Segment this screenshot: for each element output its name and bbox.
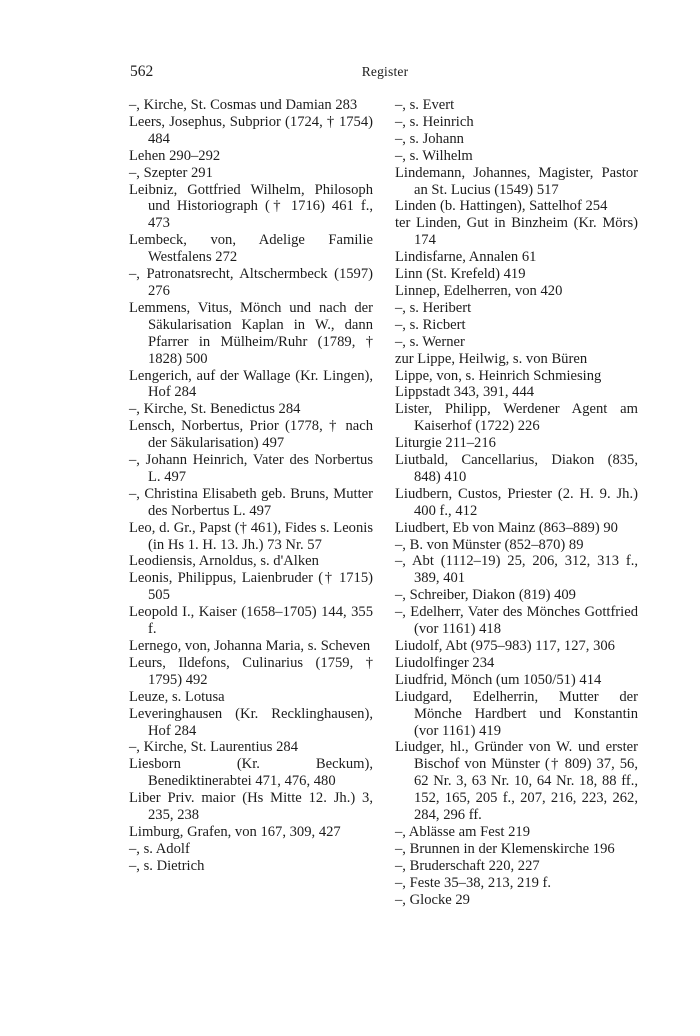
index-entry: Lehen 290–292 (129, 147, 221, 164)
index-entry: Lemmens, Vitus, Mönch und nach der Säkularisation Kaplan in W., dann Pfarrer in Mülheim/Ruhr (1789, † 1828) 500 (129, 299, 373, 367)
index-entry: Leurs, Ildefons, Culinarius (1759, † 1795) 492 (129, 654, 373, 688)
index-entry: Lindisfarne, Annalen 61 (395, 249, 537, 266)
index-entry: Leo, d. Gr., Papst († 461), Fides s. Leonis (in Hs 1. H. 13. Jh.) 73 Nr. 57 (129, 519, 373, 553)
index-entry: –, s. Werner (395, 333, 465, 350)
index-entry: –, Kirche, St. Laurentius 284 (129, 739, 299, 756)
index-entry: Leuze, s. Lotusa (129, 688, 225, 705)
index-entry: –, Johann Heinrich, Vater des Norbertus L. 497 (129, 452, 373, 485)
index-entry: –, Szepter 291 (129, 164, 213, 181)
index-entry: –, s. Ricbert (395, 316, 466, 333)
index-entry: Liber Priv. maior (Hs Mitte 12. Jh.) 3, 235, 238 (129, 790, 373, 824)
index-entry: –, s. Heribert (395, 299, 472, 316)
index-entry: –, s. Johann (395, 130, 464, 147)
index-entry: Lister, Philipp, Werdener Agent am Kaiserhof (1722) 226 (395, 401, 638, 435)
index-entry: Lindemann, Johannes, Magister, Pastor an St. Lucius (1549) 517 (395, 164, 638, 198)
index-entry: –, s. Adolf (129, 840, 190, 857)
index-entry: Lernego, von, Johanna Maria, s. Scheven (129, 638, 371, 654)
index-entry: Leodiensis, Arnoldus, s. d'Alken (129, 553, 319, 570)
index-entry: –, s. Heinrich (395, 113, 474, 130)
index-entry: –, B. von Münster (852–870) 89 (395, 536, 584, 553)
index-entry: Limburg, Grafen, von 167, 309, 427 (129, 823, 341, 840)
index-entry: –, Brunnen in der Klemenskirche 196 (395, 840, 615, 857)
index-entry: Lembeck, von, Adelige Familie Westfalens 272 (129, 232, 373, 266)
index-entry: Linn (St. Krefeld) 419 (395, 266, 526, 283)
index-entry: –, s. Evert (395, 97, 455, 113)
index-entry: –, Abt (1112–19) 25, 206, 312, 313 f., 389, 401 (395, 553, 638, 587)
index-entry: Linnep, Edelherren, von 420 (395, 282, 563, 299)
index-entry: Liudbern, Custos, Priester (2. H. 9. Jh.) 400 f., 412 (395, 485, 638, 519)
index-entry: Lippe, von, s. Heinrich Schmiesing (395, 367, 602, 384)
index-entry: –, Schreiber, Diakon (819) 409 (395, 587, 576, 604)
index-entry: Liudolfinger 234 (395, 654, 495, 671)
index-column-right (395, 97, 638, 909)
running-header: Register (361, 64, 409, 79)
index-entry: Liudbert, Eb von Mainz (863–889) 90 (395, 519, 618, 536)
index-entry: Liudgard, Edelherrin, Mutter der Mönche Hardbert und Konstantin (vor 1161) 419 (395, 688, 638, 739)
index-entry: Liutbald, Cancellarius, Diakon (835, 848) 410 (395, 452, 638, 485)
index-entry: Leveringhausen (Kr. Recklinghausen), Hof 284 (129, 705, 373, 739)
index-entry: Liudolf, Abt (975–983) 117, 127, 306 (395, 638, 615, 654)
index-entry: Liturgie 211–216 (395, 435, 496, 452)
index-entry: zur Lippe, Heilwig, s. von Büren (395, 350, 588, 367)
index-entry: Liudger, hl., Gründer von W. und erster Bischof von Münster († 809) 37, 56, 62 Nr. 3, 63 Nr. 10, 64 Nr. 18, 88 ff., 152, 165, 205 f., 207, 216, 223, 262, 284, 296 ff. (395, 739, 638, 824)
index-entry: Leibniz, Gottfried Wilhelm, Philosoph und Historiograph († 1716) 461 f., 473 (129, 181, 373, 232)
index-entry: –, Christina Elisabeth geb. Bruns, Mutter des Norbertus L. 497 (129, 485, 373, 519)
index-entry: –, Edelherr, Vater des Mönches Gottfried (vor 1161) 418 (395, 604, 638, 638)
index-entry: –, Kirche, St. Benedictus 284 (129, 401, 301, 418)
index-entry: –, Ablässe am Fest 219 (395, 823, 530, 840)
index-entry: ter Linden, Gut in Binzheim (Kr. Mörs) 174 (395, 215, 638, 249)
index-entry: –, s. Wilhelm (395, 147, 473, 164)
index-entry: –, s. Dietrich (129, 857, 205, 874)
index-entry: Lippstadt 343, 391, 444 (395, 384, 535, 401)
index-entry: Lengerich, auf der Wallage (Kr. Lingen), Hof 284 (129, 367, 373, 401)
index-entry: –, Patronatsrecht, Altschermbeck (1597) 276 (129, 266, 373, 299)
index-entry: Leopold I., Kaiser (1658–1705) 144, 355 f. (129, 604, 373, 638)
index-entry: Liudfrid, Mönch (um 1050/51) 414 (395, 671, 602, 688)
index-entry: Leers, Josephus, Subprior (1724, † 1754) 484 (129, 113, 373, 147)
index-entry: –, Glocke 29 (395, 891, 470, 908)
index-entry: –, Bruderschaft 220, 227 (395, 857, 540, 874)
index-entry: Leonis, Philippus, Laienbruder († 1715) 505 (129, 570, 373, 604)
index-column-left (129, 97, 373, 875)
index-entry: Liesborn (Kr. Beckum), Benediktinerabtei 471, 476, 480 (129, 756, 373, 790)
index-entry: Lensch, Norbertus, Prior (1778, † nach der Säkularisation) 497 (129, 418, 373, 452)
page-number: 562 (130, 63, 154, 80)
index-entry: –, Kirche, St. Cosmas und Damian 283 (129, 97, 358, 113)
index-entry: Linden (b. Hattingen), Sattelhof 254 (395, 198, 608, 215)
index-entry: –, Feste 35–38, 213, 219 f. (395, 874, 552, 891)
